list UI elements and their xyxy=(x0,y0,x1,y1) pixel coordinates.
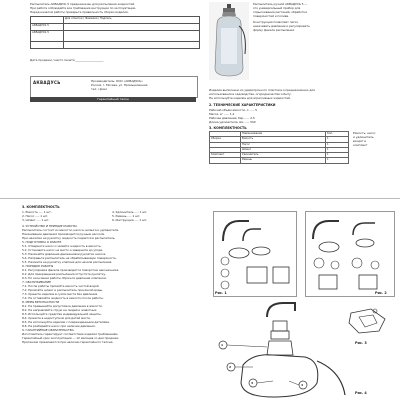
company-line: Производитель: ООО «АКВАДУСЬ» xyxy=(91,79,143,83)
table-cell: Удлинитель xyxy=(241,153,326,158)
figure-4-label: Рис. 4 xyxy=(355,391,367,395)
table-cell: 1 xyxy=(326,153,349,158)
intro-line: поверхностей и полива. xyxy=(253,14,289,18)
table-header: Кол. xyxy=(326,132,349,137)
parts-item: 6. Инструкция ..... 1 шт. xyxy=(112,218,148,222)
intro-line: накачивать давление и регулировать xyxy=(253,24,310,28)
parts-list-left xyxy=(22,210,110,222)
sprayer-photo xyxy=(209,2,249,80)
company-logo: АКВАДУСЬ xyxy=(33,80,61,85)
contents-table xyxy=(209,131,349,164)
body-line: 5.4. Направьте распылитель на обрабатываемую поверхность. xyxy=(22,256,117,260)
body-line: 7.4. Не оставляйте жидкость в емкости после работы. xyxy=(22,296,104,300)
parts-item: 4. Удлинитель ..... 1 шт. xyxy=(112,210,148,214)
callout-1: 1 xyxy=(221,343,224,347)
body-line: 5.1. Отверните насос и залейте жидкость в емкость. xyxy=(22,244,102,248)
table-cell: АКВАДУСЬ 5 xyxy=(31,24,64,31)
spec-line: Рабочий объём емкости, л ...... 5 xyxy=(209,108,257,112)
body-line: 4. УСТРОЙСТВО И ПРИНЦИП РАБОТЫ xyxy=(22,224,77,228)
footer-bar xyxy=(30,97,196,102)
table-cell: Насос xyxy=(241,142,326,147)
parts-item: 2. Насос ..... 1 шт. xyxy=(22,214,49,218)
warranty-table xyxy=(30,16,200,49)
intro-line: При работе соблюдайте все требования инструкции по эксплуатации. xyxy=(30,6,137,10)
body-line: Претензии принимаются при наличии гарантийного талона. xyxy=(22,340,114,344)
figure-3-label: Рис. 3 xyxy=(355,341,367,345)
table-cell: 1 xyxy=(326,147,349,152)
page-bottom-left xyxy=(22,205,202,400)
table-cell xyxy=(64,24,200,31)
table-cell: АКВАДУСЬ 5 xyxy=(31,31,64,42)
body-line: 6.2. Для прекращения распыления отпустите рукоятку. xyxy=(22,272,106,276)
page-top-left xyxy=(8,0,198,196)
callout-4: 4 xyxy=(301,383,304,387)
page-divider xyxy=(0,198,400,199)
description-line: Изделие выполнено из ударопрочного пластика и предназначено для xyxy=(209,88,315,92)
table-cell: 1 xyxy=(326,137,349,142)
intro-line: это универсальный прибор для xyxy=(253,6,301,10)
intro-line: Конструкция позволяет легко xyxy=(253,20,299,24)
note-line: комплект xyxy=(353,143,368,147)
spec-list xyxy=(209,108,397,124)
description-line: Не используйте изделие для агрессивных жидкостей. xyxy=(209,96,291,100)
table-cell: Емкость xyxy=(241,137,326,142)
body-line: При нажатии на рукоятку жидкость подается в распылитель. xyxy=(22,236,116,240)
figure-2-diagram xyxy=(305,211,395,297)
company-block xyxy=(30,76,198,98)
figure-2-label: Рис. 2 xyxy=(375,291,387,295)
table-cell: Шланг xyxy=(241,147,326,152)
body-line: 6.3. По окончании работы сбросьте давление клапаном. xyxy=(22,276,107,280)
body-line: 8. МЕРЫ БЕЗОПАСНОСТИ xyxy=(22,300,60,304)
table-cell xyxy=(64,31,200,42)
intro-line: Распылитель АКВАДУСЬ 5 предназначен для распыления жидкостей. xyxy=(30,2,135,6)
body-line: 7.3. Храните изделие в сухом месте без давления. xyxy=(22,292,98,296)
company-line: Россия, г. Москва, ул. Промышленная xyxy=(91,83,148,87)
page-bottom-right xyxy=(205,205,400,400)
callout-3: 3 xyxy=(251,381,254,385)
table-note xyxy=(353,131,397,147)
table-cell xyxy=(210,158,241,163)
body-line: Изготовитель гарантирует соответствие изделия требованиям. xyxy=(22,332,119,336)
body-line: 6. ПОРЯДОК РАБОТЫ xyxy=(22,264,54,268)
parts-item: 3. Шланг ..... 1 шт. xyxy=(22,218,50,222)
note-line: входят в xyxy=(353,139,366,143)
section-title: 2. ТЕХНИЧЕСКИЕ ХАРАКТЕРИСТИКИ xyxy=(209,103,276,107)
note-line: и удлинитель xyxy=(353,135,374,139)
company-text xyxy=(91,79,195,91)
figure-4-diagram xyxy=(345,305,391,341)
table-cell xyxy=(64,42,200,49)
figure-1-diagram xyxy=(213,211,297,297)
company-line: тел. / факс xyxy=(91,87,108,91)
table-cell: Ремень xyxy=(241,158,326,163)
intro-line: опрыскивания растений, обработки xyxy=(253,10,307,14)
table-header: Наименование xyxy=(241,132,326,137)
parts-item: 5. Ремень ..... 1 шт. xyxy=(112,214,141,218)
body-line: 8.4. Храните в недоступном для детей месте. xyxy=(22,316,91,320)
section-title: 3. КОМПЛЕКТНОСТЬ xyxy=(22,205,60,209)
spec-line: Длина удлинителя, мм ...... 500 xyxy=(209,120,256,124)
body-line: 7.2. Промойте шланг и распылитель прокачкой воды. xyxy=(22,288,103,292)
intro-line: Распылитель ручной АКВАДУСЬ 5 — xyxy=(253,2,308,6)
sale-line: Дата продажи / место печати ____________________ xyxy=(30,58,104,62)
table-title: 3. КОМПЛЕКТНОСТЬ xyxy=(209,126,247,130)
body-line: Накачивание давления производится ручным насосом. xyxy=(22,232,106,236)
body-line: 8.3. Используйте средства индивидуальной защиты. xyxy=(22,312,102,316)
body-line: 5.5. Нажмите на рукоятку клапана для начала распыления. xyxy=(22,260,113,264)
spec-line: Масса, кг ...... 1,2 xyxy=(209,112,235,116)
body-line: Гарантийный срок эксплуатации — 12 месяцев со дня продажи. xyxy=(22,336,120,340)
body-line: 5. ПОДГОТОВКА К РАБОТЕ xyxy=(22,240,62,244)
instructions-body xyxy=(22,224,200,398)
body-line: 5.3. Накачайте давление движениями рукоятки насоса. xyxy=(22,252,107,256)
body-line: 6.1. Регулировка факела производится поворотом наконечника. xyxy=(22,268,120,272)
intro-line: Перед началом работы проверьте правильность сборки изделия. xyxy=(30,10,129,14)
body-line: 8.6. Не разбирайте насос при наличии давления. xyxy=(22,324,96,328)
note-line: Емкость, насос xyxy=(353,131,376,135)
body-line: 8.5. Не используйте изделие с поврежденными деталями. xyxy=(22,320,110,324)
description-line: использования в садоводстве, огородничестве и быту. xyxy=(209,92,292,96)
figure-3-diagram xyxy=(213,301,349,399)
intro-text xyxy=(253,2,395,32)
body-line: Распылитель состоит из емкости, насоса, шланга и удлинителя. xyxy=(22,228,119,232)
figure-1-label: Рис. 1 xyxy=(215,291,227,295)
page-top-right xyxy=(205,0,400,196)
intro-line: форму факела распыления. xyxy=(253,28,295,32)
body-line: 9. ГАРАНТИЙНЫЕ ОБЯЗАТЕЛЬСТВА xyxy=(22,328,74,332)
body-line: 7.1. После работы промойте емкость чистой водой. xyxy=(22,284,100,288)
body-line: 7. ОБСЛУЖИВАНИЕ xyxy=(22,280,51,284)
parts-list-right xyxy=(112,210,200,222)
body-line: 5.2. Установите насос на место и заверните до упора. xyxy=(22,248,103,252)
table-header: Для отметки / Фамилия / Подпись xyxy=(64,17,200,24)
spec-line: Рабочее давление, бар ...... 2,5 xyxy=(209,116,255,120)
description-text xyxy=(209,88,397,100)
table-cell: Комплект xyxy=(210,153,241,158)
table-cell: Сборка xyxy=(210,137,241,142)
body-line: 8.2. Не направляйте струю на людей и животных. xyxy=(22,308,98,312)
intro-text xyxy=(30,2,192,14)
body-line: 8.1. Не превышайте допустимое давление в емкости. xyxy=(22,304,103,308)
table-cell xyxy=(31,17,64,24)
footer-bar-text: Гарантийный талон xyxy=(97,97,129,101)
table-cell: 1 xyxy=(326,142,349,147)
table-cell: 1 xyxy=(326,158,349,163)
table-cell xyxy=(31,42,64,49)
callout-2: 2 xyxy=(229,365,232,369)
parts-item: 1. Емкость ..... 1 шт. xyxy=(22,210,52,214)
